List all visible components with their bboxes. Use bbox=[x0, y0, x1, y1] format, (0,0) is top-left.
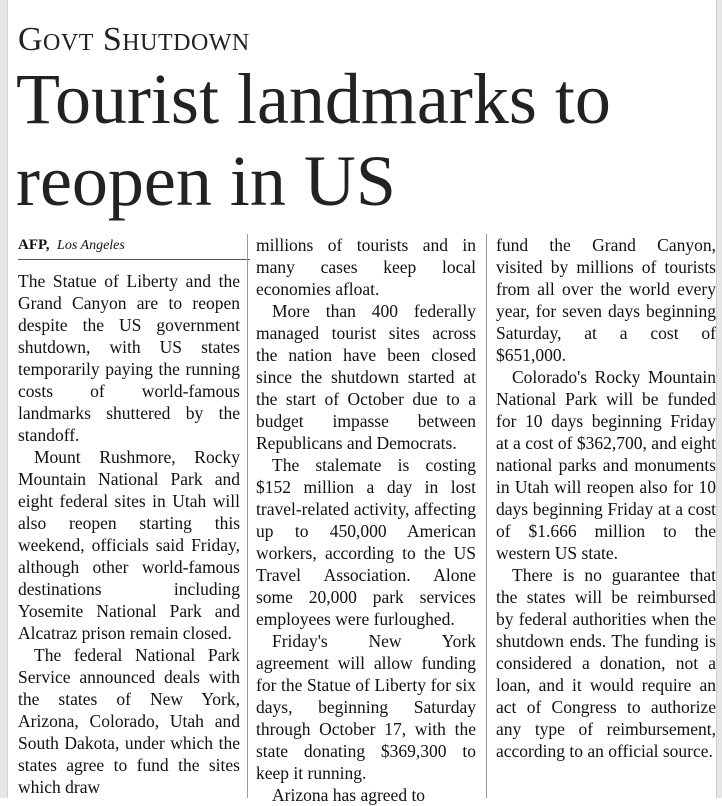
article-headline: Tourist landmarks to reopen in US bbox=[16, 59, 611, 221]
byline-agency: AFP, bbox=[18, 237, 50, 253]
byline bbox=[18, 236, 250, 260]
byline-location: Los Angeles bbox=[57, 238, 125, 253]
column-rule bbox=[247, 234, 248, 798]
paragraph: Mount Rushmore, Rocky Mountain National Park and eight federal sites in Utah will also reopen starting this weekend, officials said Friday, although other world-famous destinations including Yosemite National Park and Alcatraz prison remain closed. bbox=[18, 447, 240, 643]
paragraph: There is no guarantee that the states will be reimbursed by federal authorities when the shutdown ends. The funding is considered a donation, not a loan, and it would require an act of Congress to authorize any type of reimbursement, according to an official source. bbox=[496, 565, 716, 761]
column-rule bbox=[486, 234, 487, 798]
paragraph: The Statue of Liberty and the Grand Canyon are to reopen despite the US government shutdown, with US states temporarily paying the running costs of world-famous landmarks shuttered by the standoff. bbox=[18, 271, 240, 445]
page-edge-left bbox=[0, 0, 8, 798]
article-column-3 bbox=[496, 234, 716, 798]
paragraph: Arizona has agreed to bbox=[272, 785, 426, 805]
paragraph: Friday's New York agreement will allow funding for the Statue of Liberty for six days, beginning Saturday through October 17, with the state donating $369,300 to keep it running. bbox=[256, 631, 476, 783]
section-kicker: Govt Shutdown bbox=[18, 21, 250, 58]
article-column-2 bbox=[256, 234, 476, 805]
paragraph: Colorado's Rocky Mountain National Park will be funded for 10 days beginning Friday at a cost of $362,700, and eight national parks and monuments in Utah will reopen also for 10 days beginning Friday at a cost of $1.666 million to the western US state. bbox=[496, 367, 716, 563]
page-edge-right bbox=[716, 0, 722, 798]
article-column-1 bbox=[18, 270, 240, 798]
paragraph: fund the Grand Canyon, visited by millions of tourists from all over the world every year, for seven days beginning Saturday, at a cost of $651,000. bbox=[496, 235, 716, 365]
paragraph: The stalemate is costing $152 million a day in lost travel-related activity, affecting up to 450,000 American workers, according to the US Travel Association. Alone some 20,000 park services employees were furloughed. bbox=[256, 455, 476, 629]
paragraph: The federal National Park Service announced deals with the states of New York, Arizona, Colorado, Utah and South Dakota, under which the states agree to fund the sites which draw bbox=[18, 645, 240, 797]
paragraph: millions of tourists and in many cases keep local economies afloat. bbox=[256, 235, 476, 299]
paragraph: More than 400 federally managed tourist sites across the nation have been closed since the shutdown started at the start of October due to a budget impasse between Republicans and Democrats. bbox=[256, 301, 476, 453]
